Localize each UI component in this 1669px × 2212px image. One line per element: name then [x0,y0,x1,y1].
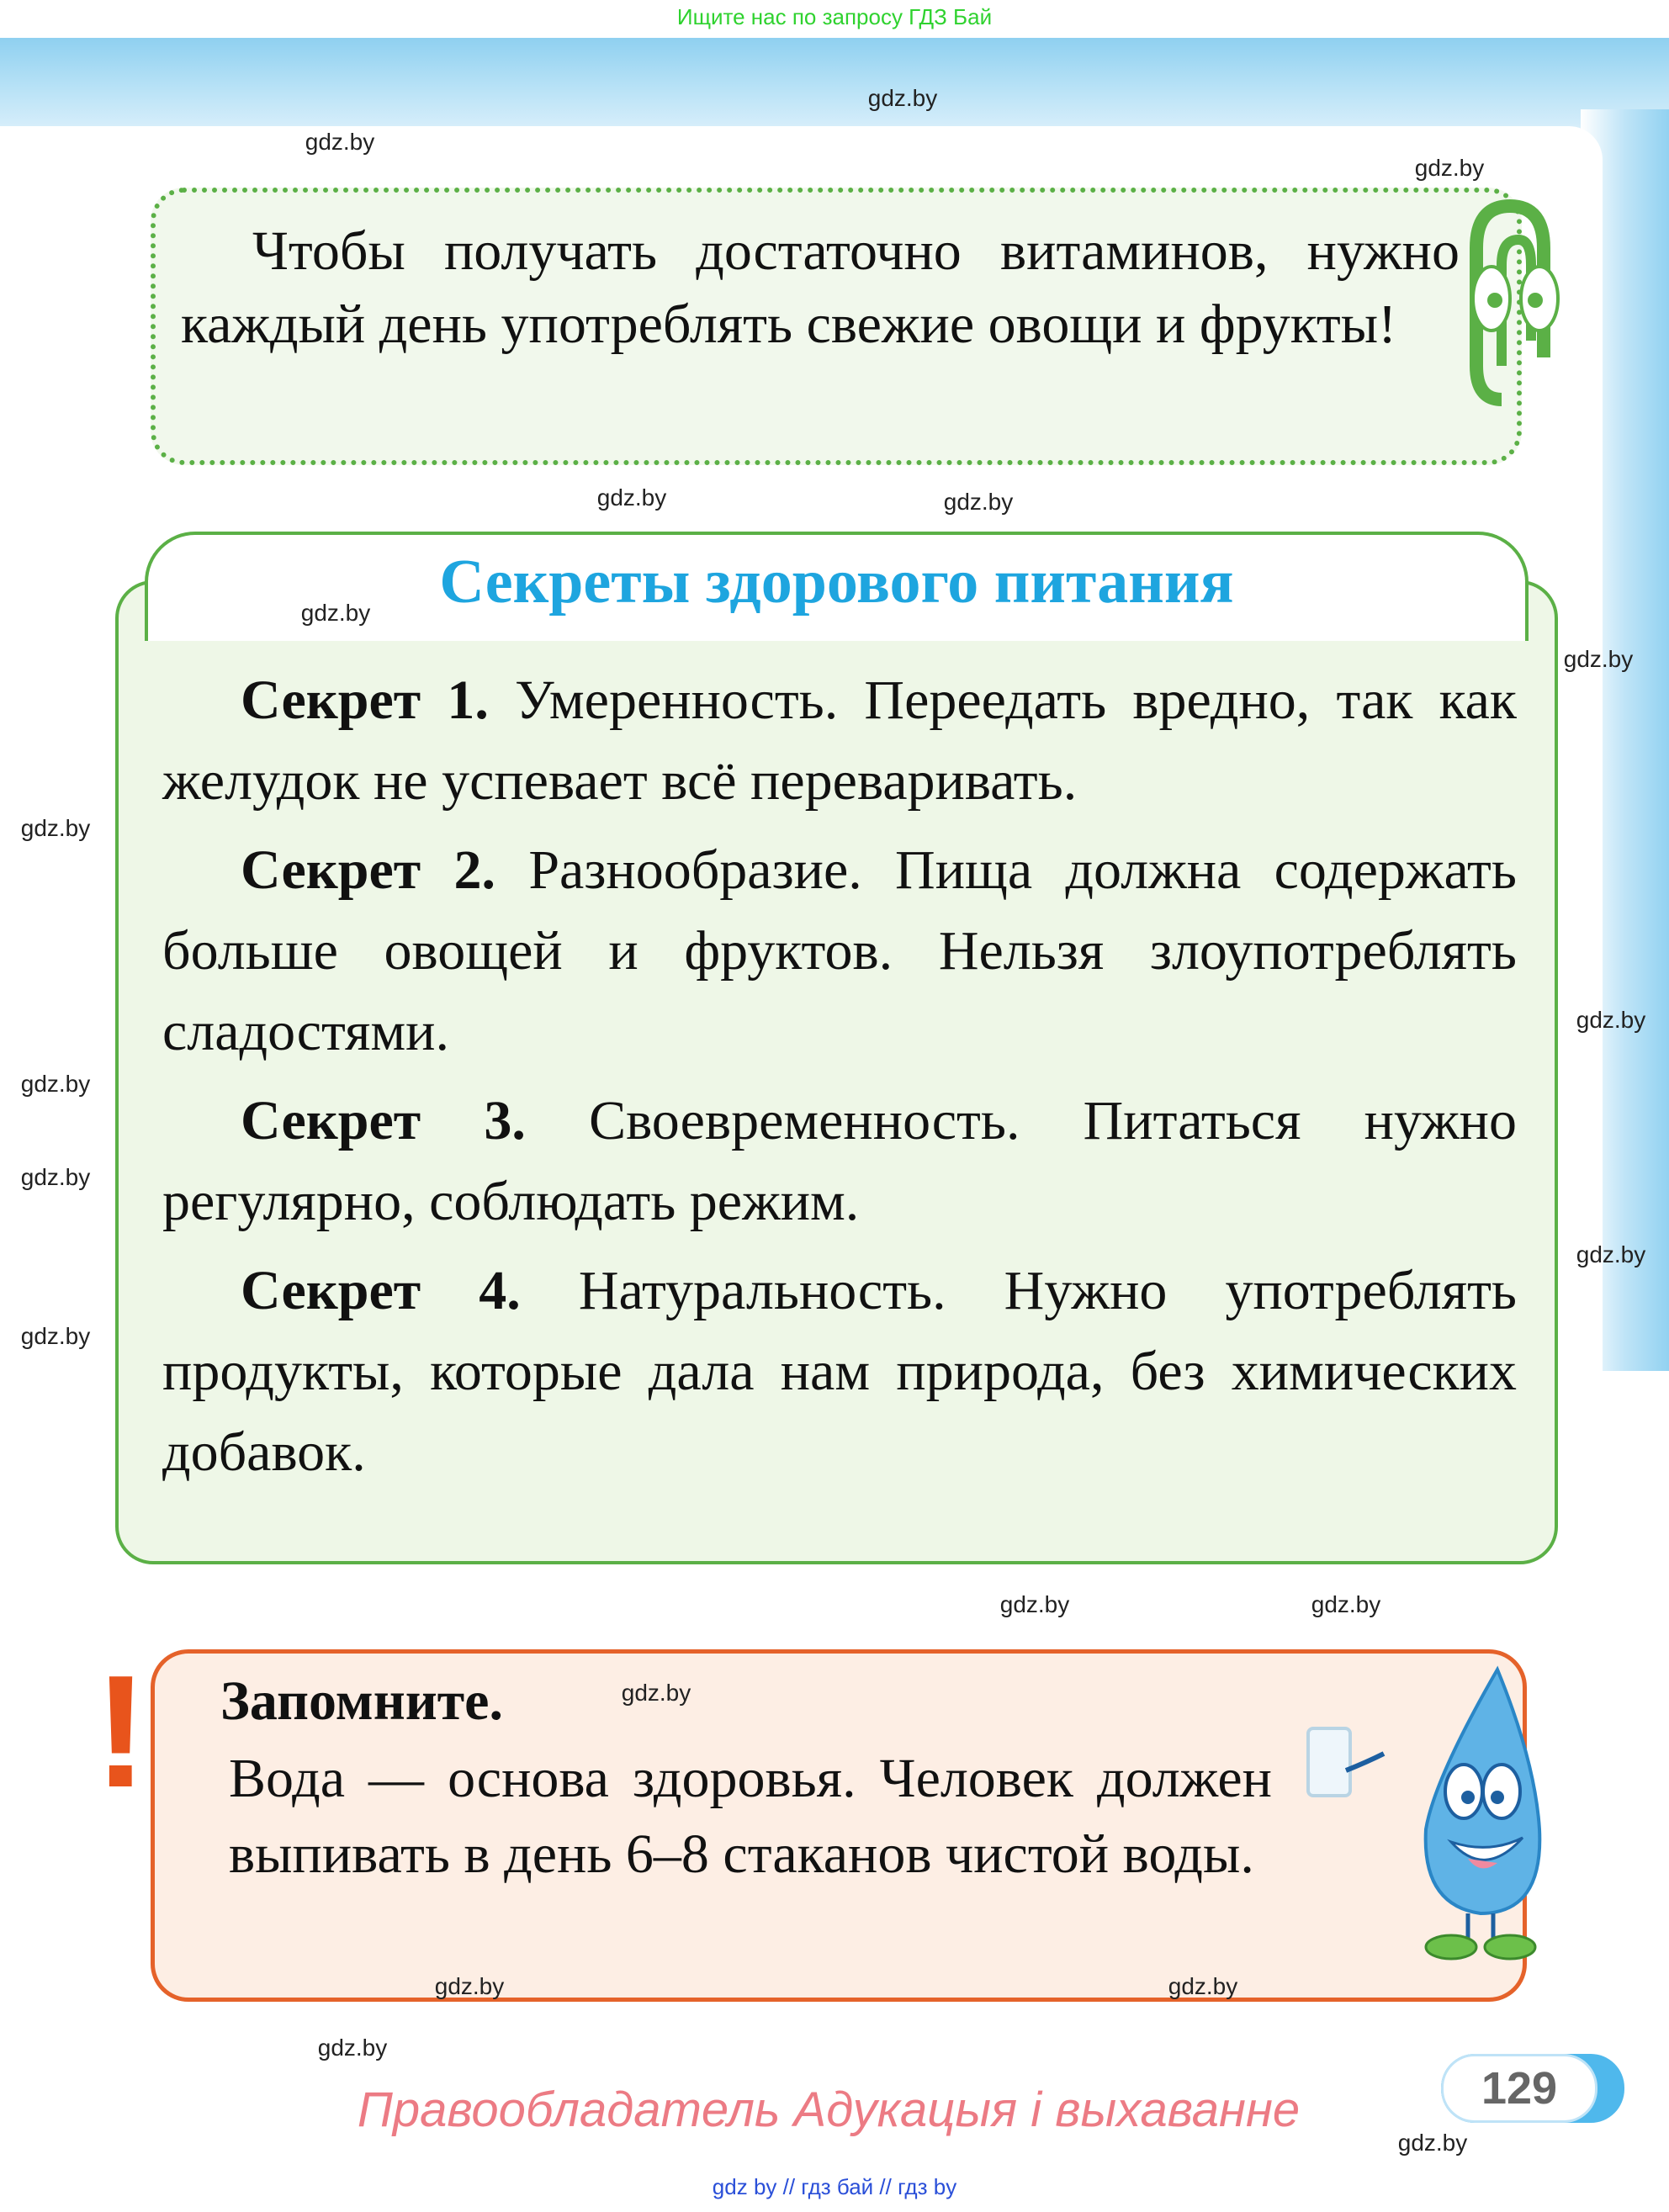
watermark: gdz.by [300,600,371,626]
remember-title: Запомните. [220,1670,503,1732]
page-number: 129 [1441,2054,1597,2123]
secret-label: Секрет 1. [241,669,489,731]
watermark: gdz.by [1576,1241,1646,1267]
water-drop-character-icon [1300,1661,1577,1964]
secret-text: Умеренность. Переедать вредно, так как желудок не успевает всё переваривать. [162,669,1518,812]
watermark: gdz.by [1397,2130,1468,2156]
watermark: gdz.by [1576,1007,1646,1033]
top-banner: Ищите нас по запросу ГДЗ Бай [676,4,993,29]
watermark: gdz.by [1168,1973,1238,1999]
watermark: gdz.by [317,2035,388,2061]
secret-text: Натуральность. Нужно употреблять продукты, которые дала нам природа, без химических добавок. [162,1260,1518,1483]
secret-item [162,830,1517,1072]
watermark: gdz.by [1311,1591,1381,1617]
watermark: gdz.by [20,815,91,841]
secret-item [162,1081,1517,1242]
secret-text: Своевременность. Питаться нужно регулярно, соблюдать режим. [162,1090,1517,1232]
watermark: gdz.by [999,1591,1070,1617]
exclamation-icon: ! [94,1643,148,1821]
secrets-title: Секреты здорового питания [439,548,1234,617]
watermark: gdz.by [20,1164,91,1190]
secrets-list [162,660,1517,1501]
watermark: gdz.by [867,85,938,111]
bottom-links[interactable]: gdz by // гдз бай // гдз by [712,2174,957,2199]
tip-text: Чтобы получать достаточно витаминов, нужно каждый день употреблять свежие овощи и фрукты! [181,220,1460,355]
watermark: gdz.by [621,1680,691,1706]
copyright-notice: Правообладатель Адукацыя і выхаванне [357,2082,1301,2137]
secret-label: Секрет 3. [241,1090,526,1151]
secret-label: Секрет 4. [241,1260,521,1321]
secret-item [162,1251,1517,1493]
paperclip-character-icon [1468,198,1569,408]
watermark: gdz.by [434,1973,505,1999]
watermark: gdz.by [596,484,667,511]
watermark: gdz.by [20,1323,91,1349]
watermark: gdz.by [943,489,1014,515]
watermark: gdz.by [20,1071,91,1097]
watermark: gdz.by [1414,155,1485,181]
watermark: gdz.by [305,129,375,155]
secret-label: Секрет 2. [241,839,496,901]
watermark: gdz.by [1563,646,1634,672]
secret-text: Разнообразие. Пища должна содержать больше овощей и фруктов. Нельзя злоупотреблять сладостями. [162,839,1517,1062]
remember-text: Вода — основа здоровья. Человек должен выпивать в день 6–8 стаканов чистой воды. [229,1748,1272,1885]
secret-item [162,660,1517,822]
